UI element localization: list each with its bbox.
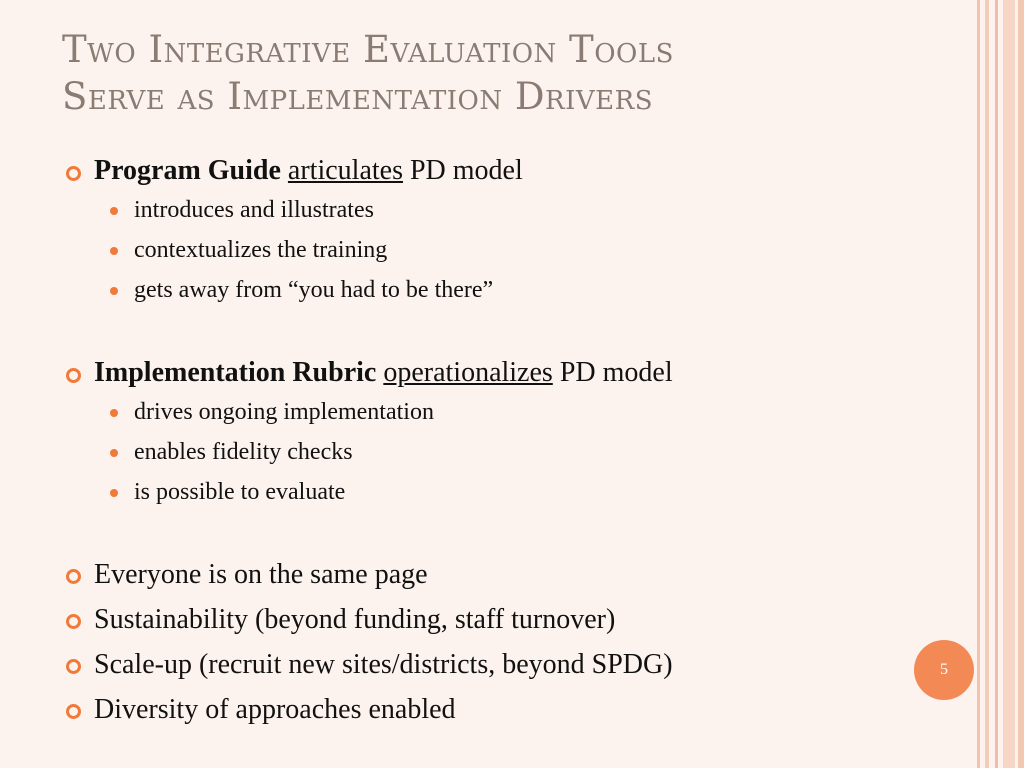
sub-bullet-text: contextualizes the training — [134, 237, 388, 263]
sub-bullet-text: drives ongoing implementation — [134, 399, 434, 425]
ring-bullet-icon — [66, 614, 81, 629]
decorative-stripe — [995, 0, 998, 768]
page-number-badge — [914, 640, 974, 700]
dot-bullet-icon — [110, 489, 118, 497]
sub-bullet — [66, 270, 926, 310]
bold-term: Implementation Rubric — [94, 357, 377, 388]
dot-bullet-icon — [110, 287, 118, 295]
underlined-verb: articulates — [287, 155, 403, 186]
decorative-stripe — [985, 0, 989, 768]
bullet-point — [66, 552, 926, 597]
underlined-verb: operationalizes — [383, 357, 553, 388]
title-line-1: Two Integrative Evaluation Tools — [62, 28, 674, 71]
decorative-stripe — [1003, 0, 1015, 768]
sub-bullet-text: gets away from “you had to be there” — [134, 277, 494, 303]
bullet-rest: PD model — [559, 357, 673, 388]
bullet-rest: PD model — [409, 155, 523, 186]
ring-bullet-icon — [66, 368, 81, 383]
bullet-point — [66, 642, 926, 687]
ring-bullet-icon — [66, 704, 81, 719]
dot-bullet-icon — [110, 247, 118, 255]
bullet-text: Everyone is on the same page — [94, 559, 428, 590]
sub-bullet-text: enables fidelity checks — [134, 439, 353, 465]
bullet-program-guide — [66, 152, 926, 190]
ring-bullet-icon — [66, 166, 81, 181]
bullet-implementation-rubric — [66, 354, 926, 392]
decorative-stripe — [1018, 0, 1024, 768]
sub-bullet — [66, 472, 926, 512]
bullet-point — [66, 597, 926, 642]
dot-bullet-icon — [110, 409, 118, 417]
slide-title — [62, 26, 942, 120]
title-line-2: Serve as Implementation Drivers — [62, 75, 654, 118]
slide-body — [66, 152, 926, 732]
ring-bullet-icon — [66, 659, 81, 674]
dot-bullet-icon — [110, 449, 118, 457]
sub-bullet-text: introduces and illustrates — [134, 197, 374, 223]
decorative-stripe — [977, 0, 980, 768]
bullet-text: Scale-up (recruit new sites/districts, beyond SPDG) — [94, 649, 673, 680]
bullet-point — [66, 687, 926, 732]
ring-bullet-icon — [66, 569, 81, 584]
page-number: 5 — [940, 661, 948, 678]
sub-bullet-text: is possible to evaluate — [134, 479, 346, 505]
bold-term: Program Guide — [94, 155, 281, 186]
dot-bullet-icon — [110, 207, 118, 215]
bullet-text: Sustainability (beyond funding, staff turnover) — [94, 604, 616, 635]
sub-bullet — [66, 230, 926, 270]
sub-bullet — [66, 190, 926, 230]
sub-bullet — [66, 392, 926, 432]
sub-bullet — [66, 432, 926, 472]
bullet-text: Diversity of approaches enabled — [94, 694, 456, 725]
